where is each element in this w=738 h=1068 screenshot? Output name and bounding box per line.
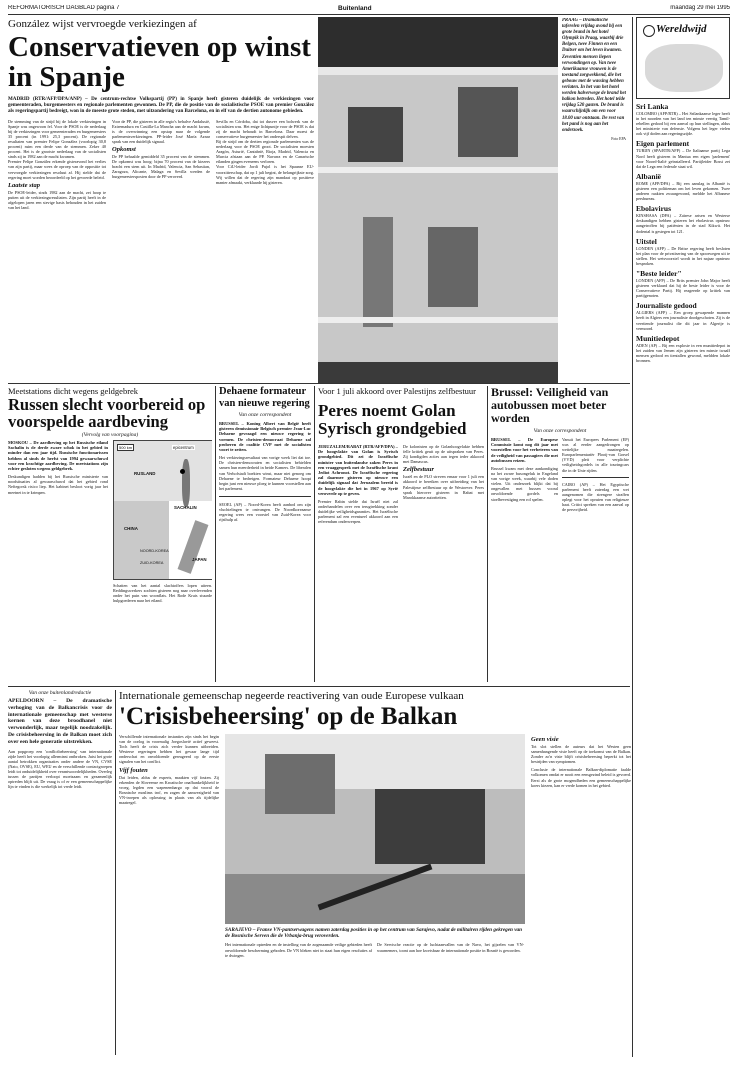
quake-body-1: Deskundigen hadden bij het Russische ministerie van noodsituaties al gewaarschuwd dat het gebied rond Neftegorsk risico liep. Het kabinet besloot vorig jaar het meetnet in te krimpen.: [8, 474, 108, 495]
golan-body-1: Premier Rabin stelde dat Israël niet zal onderhandelen over een terugtrekking zonder duidelijke veiligheidsgaranties. Het Israëlische parlement zal een eventueel akkoord aan een referendum onderwerpen.: [318, 499, 398, 525]
sarajevo-photo: [225, 734, 525, 924]
wereldwijd-column: [636, 17, 730, 1062]
wereldwijd-item-2: [636, 172, 730, 201]
wereldwijd-item-4: [636, 237, 730, 266]
wereldwijd-item-heading: Journaliste gedood: [636, 301, 697, 311]
spain-body-2: Premier Felipe González erkende gisteravond het verlies van zijn partij, maar wees de oproep van de oppositie tot vervroegde verkiezingen resoluut af. Hij stelde dat de regering moet worden beoordeeld op het gevoerde beleid.: [8, 159, 106, 180]
wereldwijd-item-text: ALGIERS (AFP) – Een groep gewapende mannen heeft in Algiers een journaliste doodgeschoten. Zij is de veertiende journalist die dit jaar in Algerije is vermoord.: [636, 310, 730, 331]
spain-headline: Conservatieven op winst in Spanje: [8, 31, 311, 93]
wereldwijd-header: [636, 17, 730, 99]
brussel-body-2: Vanuit het Europees Parlement (EP) was al eerder aangedrongen op wettelijke maatregelen. Europarlementariër Plooij-van Gorsel (VVD) pleit voor verplichte veiligheidsgordels in alle touringcars die in de Unie rijden.: [562, 437, 629, 473]
header-section: Buitenland: [338, 5, 372, 12]
spain-lead: MADRID (RTR/AFP/DPA/ANP) – De centrum-rechtse Volkspartij (PP) in Spanje heeft gisteren duidelijk de verkiezingen voor gemeenteraden, burgemeesters en regionale parlementen gewonnen. De PP, die de positie van de socialistische PSOE van premier González als regeringspartij bedreigt, won in de meeste grote steden, met uitzondering van Barcelona, en in elf van de dertien autonome gebieden.: [8, 96, 314, 115]
golan-body-2: De kolonisten op de Golanhoogvlakte hebben felle kritiek geuit op de uitspraken van Peres. Zij kondigden acties aan tegen ieder akkoord met Damascus.: [403, 444, 484, 465]
wereldwijd-item-1: [636, 139, 730, 168]
wereldwijd-item-6: [636, 301, 730, 330]
wereldwijd-item-text: KINSHASA (DPA) – Zaïrese artsen en Westerse deskundigen hebben gisteren het ebolavirus opnieuw aangetroffen bij patiënten in de stad Kikwit. Het dodental is gestegen tot 121.: [636, 213, 730, 234]
balkan-headline: 'Crisisbeheersing' op de Balkan: [119, 703, 458, 730]
balkan-body-5: Tot slot stellen de auteurs dat het Westen geen samenhangende visie heeft op de toekomst van de Balkan. Zonder zo'n visie blijft crisisbeheersing beperkt tot het bestrijden van symptomen.: [531, 744, 631, 765]
header-left: REFORMATORISCH DAGBLAD pagina 7: [8, 5, 120, 11]
page-header: [8, 5, 730, 14]
wereldwijd-item-text: ADEN (AP) – Bij een explosie in een munitiedepot in het zuiden van Jemen zijn gisteren ten minste twaalf mensen gedood en tientallen gewond, meldden lokale bronnen.: [636, 342, 730, 363]
wereldwijd-item-0: [636, 102, 730, 136]
wereldwijd-item-heading: "Beste leider": [636, 268, 682, 278]
map-japan-area: [178, 520, 209, 574]
quake-article: [8, 386, 212, 684]
quake-headline: Russen slecht voorbereid op voorspelde aardbeving: [8, 395, 206, 431]
prague-caption: [562, 18, 626, 358]
seoul-brief: SEOEL (AP) – Noord-Korea heeft aanbod om zijn vluchtelingen te ontvangen. De Noordkoreaanse regering wees een voorstel van Zuid-Korea voor rijsthulp af.: [219, 501, 311, 523]
wereldwijd-item-text: TURIJN (SPA/RTR/AFP) – De Italiaanse partij Lega Nord heeft gisteren in Mantua een eigen 'parlement' voor Noord-Italië geïnstalleerd. Partijleider Bossi zei dat de Lega een federale staat wil.: [636, 148, 730, 169]
quake-kicker: Meetstations dicht wegens geldgebrek: [8, 386, 139, 396]
balkan-intro: [8, 690, 112, 1055]
map-label-russia: RUSLAND: [134, 471, 156, 476]
map-epicentre-marker: [180, 469, 185, 474]
spain-body-3: De PSOE-leider, sinds 1982 aan de macht, zei hoop te putten uit de verkiezingsresultaten. Zijn partij heeft in de afgelopen jaren een stevige basis behouden in het zuiden van het land.: [8, 189, 106, 211]
spain-subhead-2: Opkomst: [112, 146, 136, 154]
cairo-brief: CAIRO (AP) – Het Egyptische parlement heeft zaterdag een wet aangenomen die strengere straffen oplegt voor het opruien van religieuze haat. Critici spreken van een aanval op de persvrijheid.: [562, 481, 629, 513]
dehaene-body: Het verkiezingsresultaat van vorige week liet dat toe. De christen-democraten en socialisten behielden samen hun meerderheid in beide Kamers. De liberalen van Verhofstadt boekten winst, maar niet genoeg om Dehaene te bedreigen. Formateur Dehaene hoopt begin juni een nieuwe ploeg te kunnen voorstellen aan het parlement.: [219, 455, 311, 491]
dehaene-headline: Dehaene formateur van nieuwe regering: [219, 386, 310, 409]
dehaene-article: [219, 386, 311, 684]
map-scale: 500 km: [119, 445, 133, 450]
balkan-article: [119, 690, 631, 1060]
map-label-south-korea: ZUID-KOREA: [140, 561, 164, 565]
golan-headline: Peres noemt Golan Syrisch grondgebied: [318, 401, 467, 438]
quake-subline: (Vervolg van voorpagina): [81, 432, 139, 438]
wereldwijd-item-text: ROME (AFP/DPA) – Bij een aanslag in Albanië is gisteren een politieman om het leven gekomen. Twee anderen raakten zwaargewond, meldde het Albanese persbureau.: [636, 180, 730, 202]
quake-body-2: Schatten van het aantal slachtoffers lopen uiteen. Reddingswerkers zochten gisteren nog naar overlevenden onder het puin van woonflats. Het Rode Kruis stuurde hulpgoederen naar het eiland.: [113, 583, 212, 604]
balkan-subhead-1: Vijf fouten: [119, 766, 148, 774]
map-label-japan: JAPAN: [192, 557, 207, 562]
map-label-china: CHINA: [124, 526, 138, 531]
quake-lead: MOSKOU – De aardbeving op het Russische eiland Sachalin is de derde zware schok in het gebied in minder dan een jaar tijd. Russische functionarissen hebben al sinds de herfst van 1994 gewaarschuwd voor een krachtige aardbeving. De meetstations zijn echter gesloten wegens geldgebrek.: [8, 440, 108, 472]
balkan-body-4: De Servische reactie op de luchtaanvallen van de Navo, het gijzelen van VN-waarnemers, toont aan hoe kwetsbaar de internationale positie in Bosnië is geworden.: [377, 942, 524, 953]
world-map-graphic: [645, 44, 723, 92]
spain-kicker: González wijst vervroegde verkiezingen af: [8, 18, 197, 30]
balkan-intro-byline: Van onze buitenlandredactie: [28, 690, 92, 696]
balkan-body-1: Verschillende internationale instanties zijn sinds het begin van de oorlog in voormalig Joegoslavië actief geweest. Toch heeft de crisis zich verder kunnen uitbreiden. Westerse regeringen hebben het gevaar lange tijd onderschat en onvoldoende gereageerd op de eerste signalen van het conflict.: [119, 734, 219, 765]
brussel-byline: Van onze correspondent: [533, 428, 587, 434]
wereldwijd-item-7: [636, 334, 730, 363]
map-epicentre-label: epicentrum: [173, 445, 194, 450]
spain-body-8: Voor CiU-leider Jordi Pujol is het Spaanse EU-voorzitterschap, dat op 1 juli begint, de belangrijkste zorg. Wij willen dat de regering zijn mandaat op positieve manier afmaakt, verklaarde hij gisteren.: [216, 164, 314, 185]
globe-icon: [643, 25, 655, 37]
prague-hotel-photo: [318, 17, 558, 383]
golan-kicker: Voor 1 juli akkoord over Palestijns zelfbestuur: [318, 386, 477, 396]
wereldwijd-item-heading: Munitiedepot: [636, 333, 680, 343]
spain-body-7: Bij de strijd om de dertien regionale parlementen was de nederlaag voor de PSOE groot. De socialisten moesten Aragón, Asturië, Cantabrië, Rioja, Madrid, Valencia en Murcia afstaan aan de PP. Navarra en de Canarische eilanden gingen eveneens verloren.: [216, 138, 314, 165]
sakhalin-map: [113, 440, 212, 580]
sarajevo-caption: SARAJEVO – Franse VN-pantserwagens namen zaterdag posities in op het centrum van Sarajevo, nadat de militairen rijden gekregen van de Bosnische Serven die de Vrbanja-brug veroverden.: [225, 927, 523, 940]
golan-subhead: Zelfbestuur: [403, 466, 435, 474]
wereldwijd-item-text: LONDEN (AFP) – De Brits premier John Major heeft gisteren verklaard dat hij de beste leider is voor de Conservatieve Partij. Hij reageerde op kritiek van partijgenoten.: [636, 277, 730, 299]
spain-article: [8, 16, 314, 381]
balkan-body-3: Het internationale optreden en de instelling van de zogenaamde veilige gebieden heeft onvoldoende bescherming geboden. De VN bleken niet in staat hun eigen resoluties af te dwingen.: [225, 942, 372, 958]
balkan-intro-body: Aan popgroep een 'conflictbeheersing' van internationale zijde heeft het voorlopig allerminst ontbroken. Juist het grote aantal betrokken organisaties onder andere de VN, CVSE (Nato, OVSE), EU, WEU en de verschillende contactgroepen leidt tot onduidelijkheid over verantwoordelijkheden. Overleg tussen de partijen verloopt moeizaam en gezamenlijk optreden blijft uit. De vraag is of er een gemeenschappelijke lijn te vinden is die werkelijk tot vrede leidt.: [8, 748, 112, 790]
map-sakhalin-island: [182, 459, 190, 507]
spain-body-6: Sevilla en Córdoba, dat tot dusver een bolwerk van de socialisten was. Het enige lichtpuntje voor de PSOE is dat zij de macht behoudt in Barcelona. Daar moest de conservatieve burgemeester het onderspit delven.: [216, 118, 314, 139]
prague-photo-credit: Foto EPA: [611, 136, 626, 141]
dehaene-lead: BRUSSEL – Koning Albert van België heeft gisteren demissionair Belgisch premier Jean-Luc Dehaene gevraagd een nieuwe regering te vormen. De christen-democraat Dehaene zal proberen de coalitie CVP met de socialisten voort te zetten.: [219, 421, 311, 453]
balkan-intro-lead: APELDOORN – De dramatische verhoging van de Balkancrisis voor de internationale gemeenschap met westerse kernen van deze broodhanel niet verwonderlijk, maar tegelijk noodzakelijk. De crisisbeheersing in de Balkan moet zich over een hele generatie uitstrekken.: [8, 698, 112, 745]
wereldwijd-item-text: COLOMBO (AFP/RTR) – Het Srilankaanse leger heeft in het noorden van het land ten minste veertig Tamil-rebellen gedood bij een aanval op hun stellingen, aldus het ministerie van defensie. Volgens het leger vielen ook vijf doden aan regeringszijde.: [636, 111, 730, 137]
wereldwijd-title: Wereldwijd: [656, 23, 707, 35]
golan-lead: JERUZALEM/RABAT (RTR/AFP/DPA) – De hoogvlakte van Golan is Syrisch grondgebied. Dit zei de Israëlische minister van buitenlandse zaken Peres in een vraaggesprek met de Israëlische krant Jediot Achronot. De Israëlische regering zal daarmee gisteren op nieuwe een duidelijk signaal dat Jeruzalem bereid is de hoogvlakte die het in 1967 op Syrië veroverde op te geven.: [318, 444, 398, 496]
map-china-area: [114, 501, 169, 579]
golan-body-3: Israël en de PLO streven ernaar voor 1 juli een akkoord te bereiken over uitbreiding van het Palestijnse zelfbestuur op de Westoever. Peres sprak hierover gisteren in Rabat met Marokkaanse autoriteiten.: [403, 474, 484, 500]
golan-article: [318, 386, 484, 684]
balkan-subhead-2: Geen visie: [531, 736, 559, 743]
balkan-body-2: Dat leiden, aldus de experts, maakten vijf fouten. Zij erkenden de Sloveense en Kroatische onafhankelijkheid te vroeg, legden een wapenembargo op dat vooral de Bosnische moslims trof, en zagen de aanwezigheid van VN-troepen als oplossing in plaats van als tijdelijke maatregel.: [119, 774, 219, 806]
wereldwijd-item-heading: Eigen parlement: [636, 139, 690, 149]
brussel-lead: BRUSSEL – De Europese Commissie komt nog dit jaar met voorstellen voor het verbeteren van de veiligheid van passagiers die met autobussen reizen.: [491, 437, 558, 463]
brussel-headline: Brussel: Veiligheid van autobussen moet beter worden: [491, 386, 609, 425]
brussel-body-1: Brussel kwam met deze aankondiging na het zware busongeluk in Engeland van vorige week, waarbij vele doden vielen. Uit onderzoek blijkt dat bij ongevallen met bussen vooral onvoldoende gordels en stoelbevestiging een rol spelen.: [491, 466, 558, 502]
wereldwijd-item-3: [636, 204, 730, 233]
wereldwijd-item-heading: Sri Lanka: [636, 102, 669, 111]
prague-caption-text: PRAAG – Dramatische taferelen vrijdag avond bij een grote brand in het hotel Olympik in Praag, waarbij drie Belgen, twee Finnen en een Duitser om het leven kwamen. Zeventien mensen liepen verwondingen op. Van twee Amerikaanse vrouwen is de toestand zorgwekkend, die het gebouw met de wassing hebben verlaten. In het van het hotel werden halverwege de brand het balkon betreden. Het hotel telde vrijdag 520 gasten. De brand is waarschijnlijk om een voor 18.00 uur ontstaan. De rest van het pand is nog aan het onderzoek.: [562, 18, 626, 133]
map-label-sakhalin: SACHALIN: [174, 505, 197, 510]
dehaene-byline: Van onze correspondent: [238, 412, 292, 418]
wereldwijd-item-text: LONDEN (AFP) – De Britse regering heeft besloten het plan voor de privatisering van de spoorwegen uit te stellen. Het wetsvoorstel wordt in het najaar opnieuw besproken.: [636, 245, 730, 266]
brussel-article: [491, 386, 629, 684]
wereldwijd-item-heading: Ebolavirus: [636, 204, 672, 214]
map-label-north-korea: NOORD-KOREA: [140, 549, 169, 553]
wereldwijd-item-heading: Uitstel: [636, 236, 657, 246]
spain-body-5: De PP behaalde gemiddeld 35 procent van de stemmen. De opkomst was hoog: bijna 70 procent van de kiezers bracht een stem uit. In Madrid, Valencia, San Sebastian, Zaragoza, Alicante, Malaga en Sevilla werden de burgemeestersposten door de PP veroverd.: [112, 154, 210, 180]
wereldwijd-item-heading: Albanië: [636, 171, 662, 181]
spain-body-1: De stemming van de strijd bij de lokale verkiezingen in Spanje was ongewoon fel. Voor de PSOE is de nederlaag bij de verkiezingen voor gemeenteraden en burgemeesters 35 procent (in 1991: 25,3 procent). De regionale resultaten van premier Felipe González (voorlopig 30,8 procent) ruim een derde van de stemmen. Zeker 40 procent. Het is de grootste nederlaag van de socialisten sinds zij in 1982 aan de macht kwamen.: [8, 118, 106, 160]
wereldwijd-item-5: [636, 269, 730, 298]
spain-subhead-1: Laatste stap: [8, 181, 40, 189]
balkan-body-6: Conclusie de internationale Balkan-diplomatie faalde volkomen omdat er nooit een eensgezind beleid is gevoerd. Eerst als de grote mogendheden een gemeenschappelijke koers kiezen, kan er vrede komen in het gebied.: [531, 767, 631, 788]
header-date: maandag 29 mei 1995: [670, 5, 730, 11]
balkan-kicker: Internationale gemeenschap negeerde reactivering van oude Europese vulkaan: [119, 690, 464, 702]
spain-body-4: Voor de PP, die gisteren in alle regio's behalve Andalusië, Extremadura en Castilla-La Mancha aan de macht kwam, is de overwinning een opstap naar de volgende parlementsverkiezingen. PP-leider José María Aznar sprak van een duidelijk signaal.: [112, 118, 210, 144]
